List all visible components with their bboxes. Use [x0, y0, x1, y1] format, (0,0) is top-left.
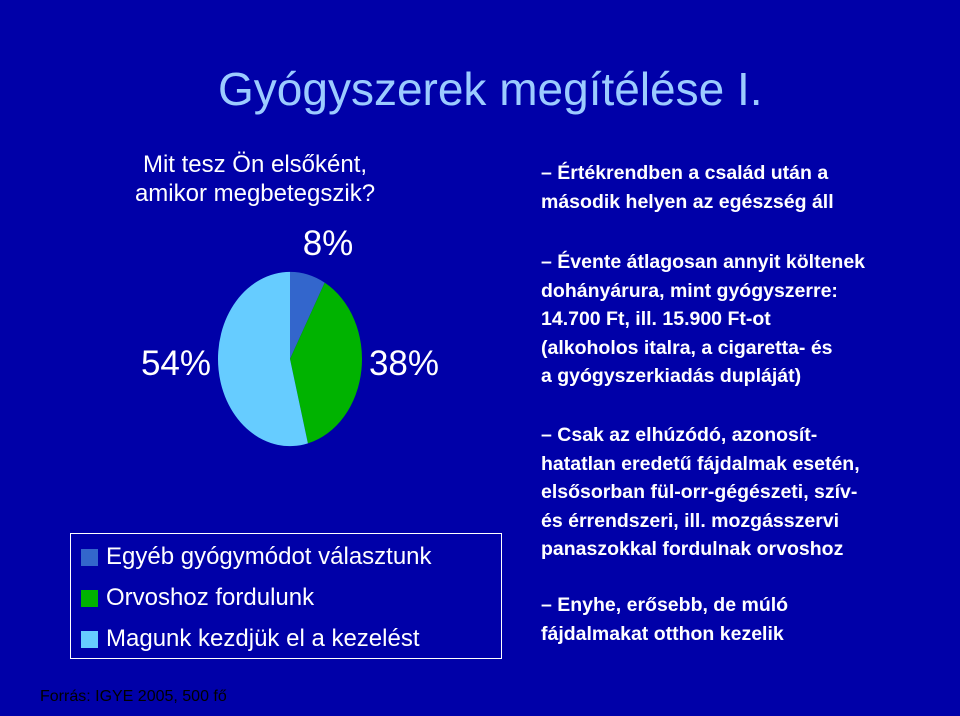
- finding-line: hatatlan eredetű fájdalmak esetén,: [541, 452, 860, 475]
- finding-line: – Csak az elhúzódó, azonosít-: [541, 424, 818, 446]
- pie-label-self: 54%: [140, 344, 212, 383]
- finding-line: és érrendszeri, ill. mozgásszervi: [541, 509, 840, 532]
- finding-line: második helyen az egészség áll: [541, 190, 834, 213]
- finding-spending: [541, 248, 865, 391]
- chart-legend: [70, 533, 502, 659]
- legend-label: Magunk kezdjük el a kezelést: [106, 625, 420, 652]
- question-line: Mit tesz Ön elsőként,: [142, 151, 368, 178]
- pie-label-other: 8%: [302, 224, 354, 263]
- legend-swatch-other: [81, 549, 98, 566]
- finding-line: – Értékrendben a család után a: [541, 162, 829, 184]
- finding-line: elsősorban fül-orr-gégészeti, szív-: [541, 481, 858, 503]
- question-line: amikor megbetegszik?: [134, 180, 376, 207]
- source-note: Forrás: IGYE 2005, 500 fő: [40, 688, 227, 705]
- legend-label: Orvoshoz fordulunk: [106, 584, 315, 611]
- legend-label: Egyéb gyógymódot választunk: [106, 543, 432, 570]
- legend-item-self: [81, 624, 420, 654]
- finding-line: (alkoholos italra, a cigaretta- és: [541, 336, 833, 359]
- finding-home-treatment: [541, 591, 788, 648]
- pie-chart: [130, 215, 450, 460]
- finding-doctor-visits: [541, 421, 860, 564]
- finding-line: panaszokkal fordulnak orvoshoz: [541, 538, 844, 560]
- pie-label-doctor: 38%: [368, 344, 440, 383]
- legend-item-other: [81, 542, 432, 572]
- finding-line: dohányárura, mint gyógyszerre:: [541, 279, 838, 302]
- finding-line: – Enyhe, erősebb, de múló: [541, 594, 789, 616]
- chart-question: [100, 150, 410, 208]
- legend-item-doctor: [81, 583, 314, 613]
- finding-line: 14.700 Ft, ill. 15.900 Ft-ot: [541, 308, 771, 330]
- legend-swatch-self: [81, 631, 98, 648]
- finding-line: a gyógyszerkiadás dupláját): [541, 365, 802, 387]
- finding-line: fájdalmakat otthon kezelik: [541, 622, 784, 645]
- legend-swatch-doctor: [81, 590, 98, 607]
- finding-line: – Évente átlagosan annyit költenek: [541, 251, 866, 273]
- slide-title: Gyógyszerek megítélése I.: [218, 63, 763, 115]
- finding-values: [541, 159, 834, 216]
